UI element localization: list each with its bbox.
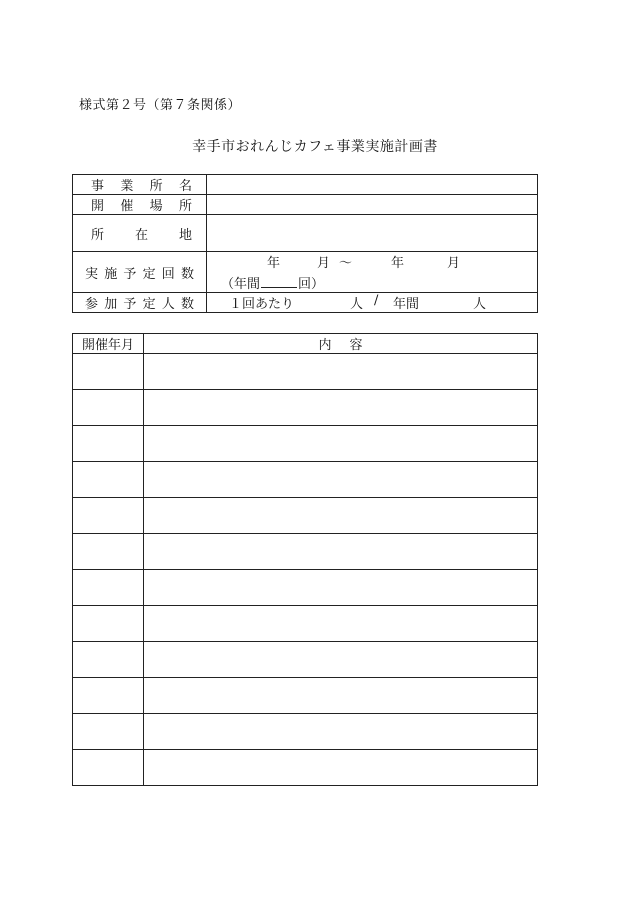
schedule-date-cell[interactable] [73, 642, 144, 678]
schedule-row [73, 606, 538, 642]
office-name-field[interactable] [207, 175, 538, 195]
annual-count-blank[interactable] [261, 276, 297, 288]
schedule-content-cell[interactable] [144, 426, 538, 462]
schedule-date-cell[interactable] [73, 462, 144, 498]
office-name-row [73, 175, 538, 195]
schedule-content-cell[interactable] [144, 498, 538, 534]
schedule-row [73, 354, 538, 390]
schedule-date-cell[interactable] [73, 534, 144, 570]
schedule-row [73, 714, 538, 750]
schedule-body [73, 354, 538, 786]
schedule-date-cell[interactable] [73, 426, 144, 462]
header-content: 内容 [144, 334, 538, 354]
schedule-table [72, 333, 538, 786]
schedule-header-row [73, 334, 538, 354]
annual-count: （年間 回） [221, 277, 325, 292]
schedule-content-cell[interactable] [144, 462, 538, 498]
plan-count-label: 実 施 予 定 回 数 [73, 252, 207, 293]
schedule-date-cell[interactable] [73, 678, 144, 714]
schedule-row [73, 462, 538, 498]
schedule-content-cell[interactable] [144, 390, 538, 426]
schedule-content-cell[interactable] [144, 714, 538, 750]
form-number: 様式第２号（第７条関係） [79, 98, 242, 113]
schedule-row [73, 498, 538, 534]
schedule-row [73, 678, 538, 714]
schedule-content-cell[interactable] [144, 642, 538, 678]
schedule-content-cell[interactable] [144, 678, 538, 714]
schedule-date-cell[interactable] [73, 750, 144, 786]
plan-count-row [73, 252, 538, 293]
schedule-date-cell[interactable] [73, 390, 144, 426]
schedule-row [73, 390, 538, 426]
period-range: 年 月 ～ 年 月 [267, 256, 461, 271]
participants-row [73, 293, 538, 313]
schedule-row [73, 426, 538, 462]
office-name-label: 事 業 所 名 [73, 175, 207, 195]
schedule-date-cell[interactable] [73, 570, 144, 606]
schedule-row [73, 750, 538, 786]
schedule-date-cell[interactable] [73, 606, 144, 642]
schedule-row [73, 642, 538, 678]
venue-label: 開 催 場 所 [73, 195, 207, 215]
address-field[interactable] [207, 215, 538, 252]
participants-label: 参 加 予 定 人 数 [73, 293, 207, 313]
schedule-content-cell[interactable] [144, 354, 538, 390]
venue-field[interactable] [207, 195, 538, 215]
info-table [72, 174, 538, 313]
plan-period-field[interactable] [207, 252, 538, 293]
header-date: 開催年月 [73, 334, 144, 354]
schedule-date-cell[interactable] [73, 354, 144, 390]
schedule-date-cell[interactable] [73, 714, 144, 750]
document-title: 幸手市おれんじカフェ事業実施計画書 [192, 139, 438, 155]
schedule-row [73, 570, 538, 606]
schedule-content-cell[interactable] [144, 570, 538, 606]
schedule-content-cell[interactable] [144, 534, 538, 570]
schedule-content-cell[interactable] [144, 750, 538, 786]
participants-field[interactable]: １回あたり 人 / 年間 人 [207, 293, 538, 313]
address-row [73, 215, 538, 252]
venue-row [73, 195, 538, 215]
schedule-date-cell[interactable] [73, 498, 144, 534]
schedule-content-cell[interactable] [144, 606, 538, 642]
schedule-row [73, 534, 538, 570]
address-label: 所 在 地 [73, 215, 207, 252]
